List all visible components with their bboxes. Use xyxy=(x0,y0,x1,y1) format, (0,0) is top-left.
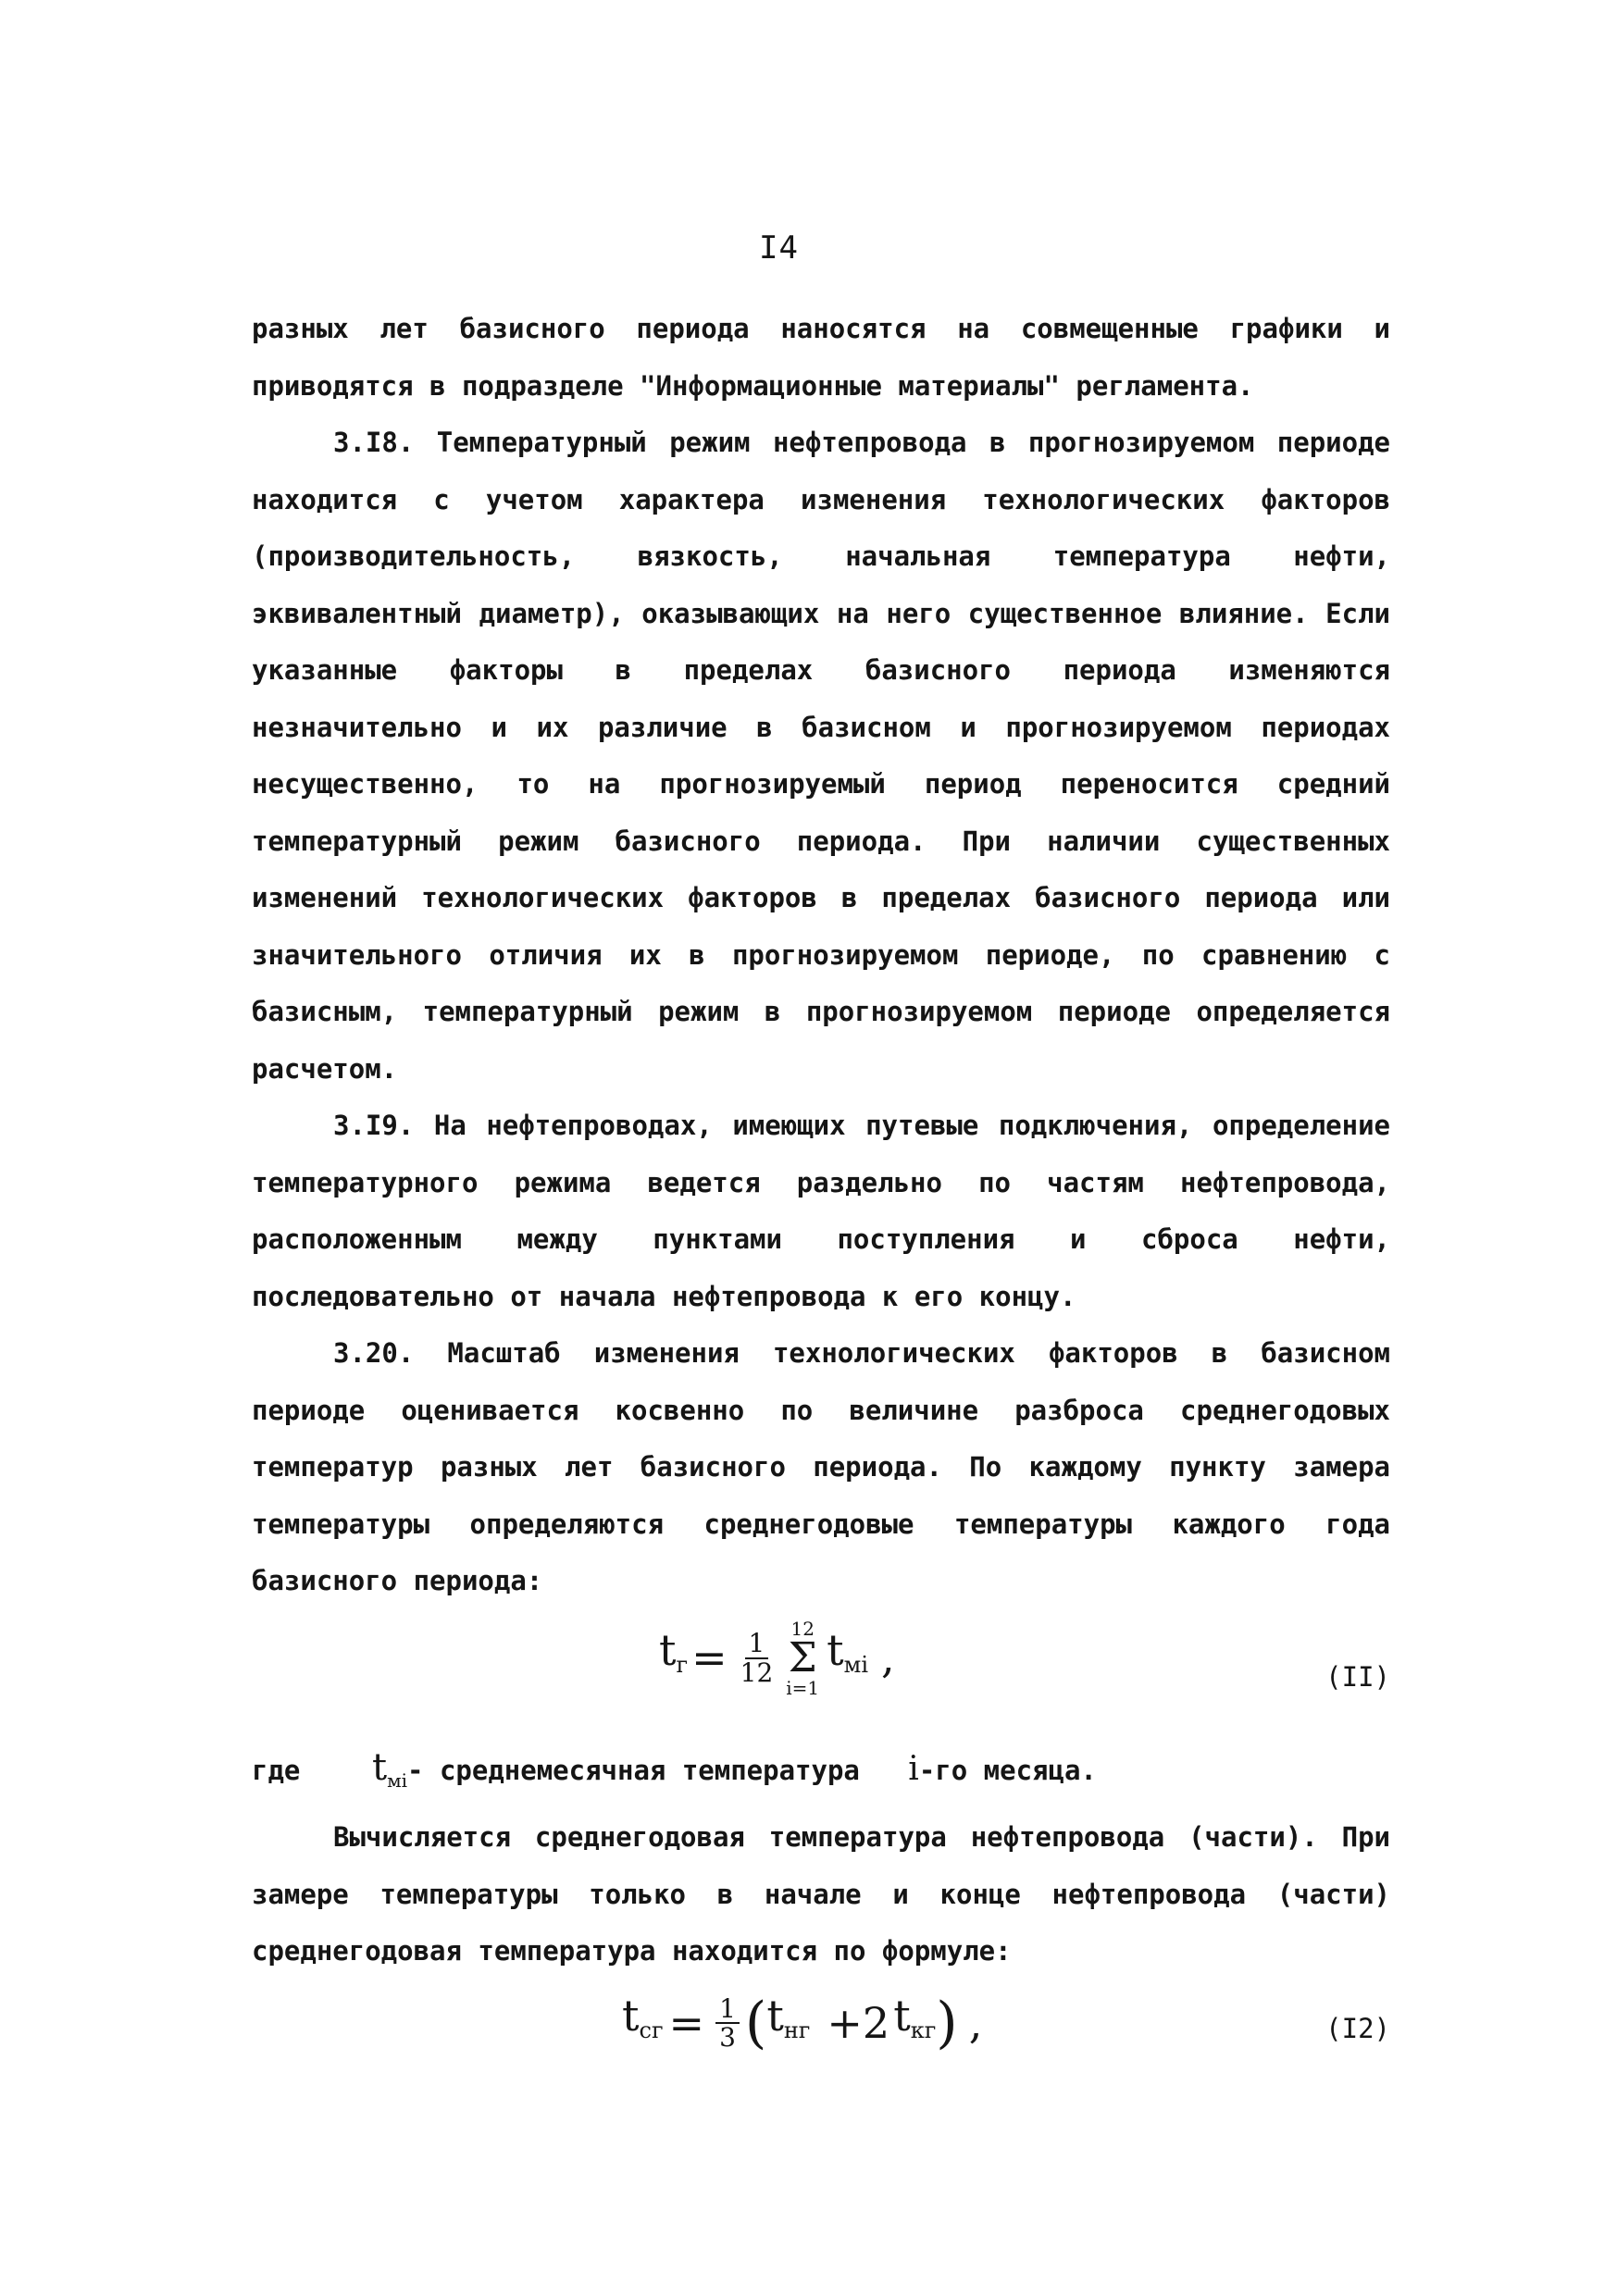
where-text-2: -го месяца. xyxy=(918,1754,1097,1786)
formula-11-number: (II) xyxy=(1325,1660,1390,1693)
formula-12-close-paren: ) xyxy=(936,1990,958,2055)
paragraph-3-19: 3.I9. На нефтепроводах, имеющих путевые подключения, определение температурного режима ведется раздельно по частям нефтепровода, расположенным между пунктами поступления и сброса нефти, последовательно от начала нефтепровода к его концу. xyxy=(252,1110,1390,1312)
paragraph-3-18: 3.I8. Температурный режим нефтепровода в прогнозируемом периоде находится с учетом характера изменения технологических факторов (производительность, вязкость, начальная температура нефти, эквивалентный диаметр), оказывающих на него существенное влияние. Если указанные факторы в пределах базисного периода изменяются незначительно и их различие в базисном и прогнозируемом периодах несущественно, то на прогнозируемый период переносится средний температурный режим базисного периода. При наличии существенных изменений технологических факторов в пределах базисного периода или значительного отличия их в прогнозируемом периоде, по сравнению с базисным, температурный режим в прогнозируемом периоде определяется расчетом. xyxy=(252,427,1390,1085)
formula-11-row xyxy=(252,1610,1390,1740)
formula-11-comma: , xyxy=(881,1632,895,1682)
formula-12-lhs: $t_{сг}$ xyxy=(622,1990,664,2043)
paragraph-3-20: 3.20. Масштаб изменения технологических факторов в базисном периоде оценивается косвенно по величине разброса среднегодовых температур разных лет базисного периода. По каждому пункту замера температуры определяются среднегодовые температуры каждого года базисного периода: xyxy=(252,1337,1390,1596)
formula-11-lhs: $t_г$ xyxy=(659,1624,689,1678)
formula-12-number: (I2) xyxy=(1325,2012,1390,2044)
where-text-1: - среднемесячная температура xyxy=(407,1754,860,1786)
formula-11-var: $t_{мi}$ xyxy=(827,1624,868,1678)
paragraph-average: Вычисляется среднегодовая температура нефтепровода (части). При замере температуры только в начале и конце нефтепровода (части) среднегодовая температура находится по формуле: xyxy=(252,1821,1390,1967)
formula-11-fraction: $\frac{1}{12}$ xyxy=(740,1628,774,1688)
page-number: I4 xyxy=(759,230,799,267)
formula-12-term-1: $t_{нг}$ xyxy=(766,1990,811,2043)
body-text xyxy=(252,301,1390,2064)
paragraph-continuation: разных лет базисного периода наносятся на совмещенные графики и приводятся в подразделе "Информационные материалы" регламента. xyxy=(252,313,1390,402)
formula-11 xyxy=(659,1617,895,1699)
formula-11-sum: 12 Σ i=1 xyxy=(786,1617,820,1699)
where-index-var: i xyxy=(908,1749,919,1788)
formula-12 xyxy=(622,1988,982,2060)
formula-12-term-2: $t_{кг}$ xyxy=(893,1990,937,2043)
formula-12-plus: +2 xyxy=(827,1997,890,2048)
formula-12-row xyxy=(252,1980,1390,2064)
where-word: где xyxy=(252,1754,301,1786)
where-symbol: $t_{мi}$ xyxy=(372,1745,408,1792)
formula-11-equals: = xyxy=(691,1632,728,1682)
formula-12-comma: , xyxy=(968,1997,983,2048)
formula-12-open-paren: ( xyxy=(744,1990,767,2055)
formula-12-equals: = xyxy=(668,1997,705,2048)
where-clause xyxy=(252,1740,1390,1810)
formula-12-fraction: $\frac{1}{3}$ xyxy=(715,1995,740,2052)
